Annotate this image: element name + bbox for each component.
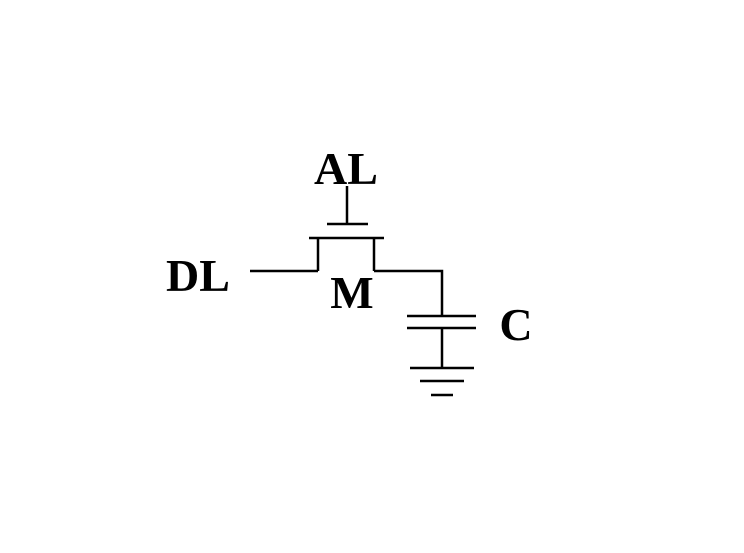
ground-icon [410,368,474,395]
capacitor-label: C [499,299,533,350]
data-line-label: DL [166,250,230,301]
address-line-label: AL [314,143,378,194]
transistor-label: M [330,267,374,318]
storage-node-wire [374,271,442,316]
capacitor-symbol [407,316,476,368]
